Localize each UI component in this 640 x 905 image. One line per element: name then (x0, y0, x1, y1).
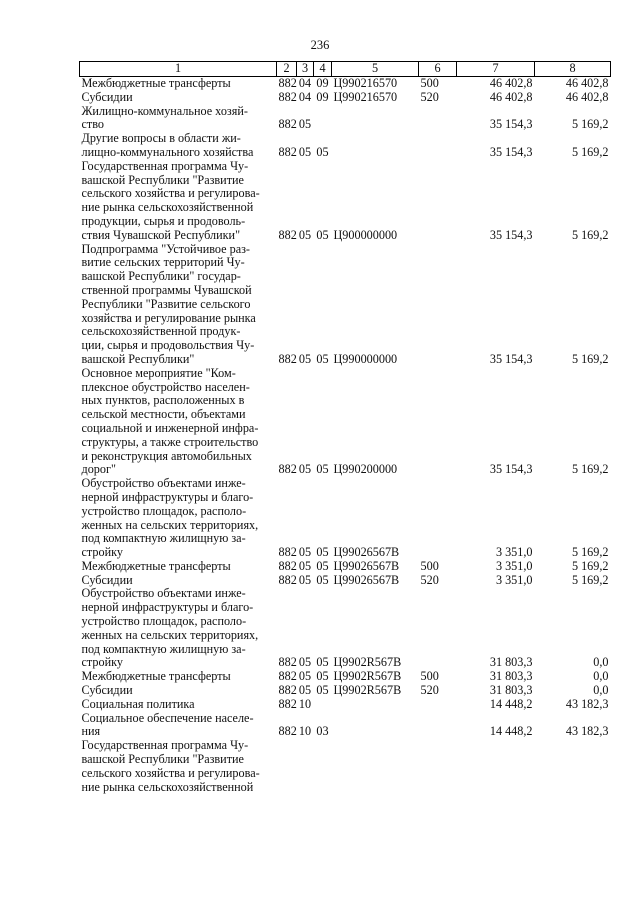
section-cell: 05 (298, 572, 312, 587)
table-row (80, 574, 611, 588)
row-name-cell (80, 77, 277, 91)
column-header: 4 (314, 62, 332, 77)
table-row (80, 739, 611, 794)
section-cell: 05 (298, 558, 312, 573)
subsection-cell: 05 (316, 655, 329, 670)
section-cell: 05 (298, 683, 312, 698)
amount-1-cell: 35 154,3 (489, 144, 533, 159)
row-name-line: вашской Республики "Развитие (81, 752, 244, 767)
table-row (80, 698, 611, 712)
amount-2-cell: 5 169,2 (571, 351, 609, 366)
row-name-line: Республики "Развитие сельского (81, 296, 251, 311)
expense-type-cell: 520 (420, 89, 439, 104)
amount-1-cell: 46 402,8 (489, 76, 533, 90)
row-name-line: сельского хозяйства и регулирова- (81, 765, 260, 780)
ministry-code-cell: 882 (278, 558, 297, 573)
amount-2-cell: 0,0 (593, 655, 609, 670)
ministry-code-cell: 882 (278, 76, 297, 90)
subsection-cell: 05 (316, 669, 329, 684)
section-cell: 05 (298, 351, 312, 366)
ministry-code-cell (277, 739, 297, 794)
subsection-cell: 05 (316, 351, 329, 366)
amount-1-cell: 14 448,2 (489, 724, 533, 739)
row-name-line: Обустройство объектами инже- (81, 476, 246, 491)
table-row (80, 77, 611, 91)
ministry-code-cell: 882 (278, 545, 297, 560)
expense-type-cell (419, 712, 457, 740)
column-header: 8 (535, 62, 611, 77)
row-name-line: ственной программы Чувашской (81, 282, 252, 297)
row-name-line: женных на сельских территориях, (81, 627, 259, 642)
ministry-code-cell: 882 (278, 655, 297, 670)
row-name-line: Социальное обеспечение населе- (81, 710, 254, 725)
row-name-line: Субсидии (81, 89, 133, 104)
target-article-cell: Ц99026567В (333, 572, 400, 587)
section-cell: 05 (298, 462, 312, 477)
expense-type-cell (419, 367, 457, 477)
section-cell: 05 (298, 655, 312, 670)
amount-1-cell: 31 803,3 (489, 683, 533, 698)
row-name-cell (80, 684, 277, 698)
target-article-cell: Ц990216570 (333, 89, 398, 104)
target-article-cell: Ц9902R567В (333, 655, 402, 670)
amount-2-cell: 43 182,3 (565, 696, 609, 711)
ministry-code-cell: 882 (278, 669, 297, 684)
row-name-line: хозяйства и регулирование рынка (81, 310, 256, 325)
target-article-cell (332, 712, 419, 740)
page-number: 236 (310, 38, 330, 52)
row-name-line: Государственная программа Чу- (81, 158, 249, 173)
ministry-code-cell: 882 (278, 351, 297, 366)
amount-1-cell (457, 739, 535, 794)
amount-2-cell: 5 169,2 (571, 572, 609, 587)
column-header: 1 (80, 62, 277, 77)
table-row (80, 367, 611, 477)
row-name-line: Жилищно-коммунальное хозяй- (81, 103, 248, 118)
subsection-cell: 05 (316, 572, 329, 587)
row-name-line: нерной инфраструктуры и благо- (81, 489, 254, 504)
target-article-cell (332, 132, 419, 160)
table-row (80, 684, 611, 698)
target-article-cell (332, 105, 419, 133)
section-cell: 04 (298, 89, 312, 104)
ministry-code-cell: 882 (278, 572, 297, 587)
subsection-cell: 05 (316, 683, 329, 698)
table-row (80, 587, 611, 670)
row-name-line: сельского хозяйства и регулирова- (81, 186, 260, 201)
row-name-line: Социальная политика (81, 696, 195, 711)
amount-1-cell: 3 351,0 (495, 572, 533, 587)
row-name-line: Другие вопросы в области жи- (81, 131, 241, 146)
amount-2-cell (535, 739, 611, 794)
target-article-cell (332, 698, 419, 712)
subsection-cell (314, 105, 332, 133)
row-name-cell (80, 105, 277, 133)
expense-type-cell: 500 (420, 669, 439, 684)
target-article-cell: Ц99026567В (333, 558, 400, 573)
amount-2-cell: 5 169,2 (571, 227, 609, 242)
ministry-code-cell: 882 (278, 462, 297, 477)
row-name-cell (80, 698, 277, 712)
row-name-cell (80, 670, 277, 684)
row-name-cell (80, 91, 277, 105)
ministry-code-cell: 882 (278, 696, 297, 711)
row-name-line: Субсидии (81, 572, 133, 587)
table-row (80, 670, 611, 684)
table-row (80, 105, 611, 133)
subsection-cell: 05 (316, 144, 329, 159)
row-name-line: плексное обустройство населен- (81, 379, 250, 394)
table-row (80, 477, 611, 560)
amount-1-cell: 31 803,3 (489, 669, 533, 684)
row-name-line: дорог" (81, 462, 116, 477)
budget-table (79, 61, 611, 794)
row-name-cell (80, 587, 277, 670)
subsection-cell: 05 (316, 558, 329, 573)
expense-type-cell (419, 477, 457, 560)
row-name-line: ние рынка сельскохозяйственной (81, 779, 254, 794)
target-article-cell: Ц9902R567В (333, 669, 402, 684)
amount-1-cell: 14 448,2 (489, 696, 533, 711)
amount-1-cell: 35 154,3 (489, 351, 533, 366)
row-name-line: Межбюджетные трансферты (81, 558, 231, 573)
subsection-cell (314, 698, 332, 712)
ministry-code-cell: 882 (278, 117, 297, 132)
expense-type-cell (419, 243, 457, 367)
row-name-line: лищно-коммунального хозяйства (81, 144, 254, 159)
row-name-line: Обустройство объектами инже- (81, 586, 246, 601)
table-row (80, 712, 611, 740)
row-name-cell (80, 477, 277, 560)
row-name-cell (80, 160, 277, 243)
amount-1-cell: 35 154,3 (489, 227, 533, 242)
section-cell: 05 (298, 144, 312, 159)
row-name-line: сельскохозяйственной продук- (81, 324, 241, 339)
expense-type-cell: 520 (420, 683, 439, 698)
row-name-line: социальной и инженерной инфра- (81, 420, 259, 435)
expense-type-cell: 500 (420, 76, 439, 90)
row-name-cell (80, 132, 277, 160)
section-cell: 10 (298, 696, 312, 711)
column-header: 7 (457, 62, 535, 77)
target-article-cell: Ц99026567В (333, 545, 400, 560)
target-article-cell: Ц990200000 (333, 462, 398, 477)
amount-2-cell: 43 182,3 (565, 724, 609, 739)
row-name-line: вашской Республики" (81, 351, 195, 366)
row-name-line: под компактную жилищную за- (81, 641, 246, 656)
row-name-line: под компактную жилищную за- (81, 531, 246, 546)
row-name-line: сельской местности, объектами (81, 407, 246, 422)
row-name-line: Межбюджетные трансферты (81, 669, 231, 684)
row-name-line: структуры, а также строительство (81, 434, 259, 449)
subsection-cell: 03 (316, 724, 329, 739)
row-name-line: Межбюджетные трансферты (81, 76, 231, 90)
column-header: 2 (277, 62, 297, 77)
row-name-cell (80, 243, 277, 367)
row-name-line: и реконструкция автомобильных (81, 448, 252, 463)
row-name-cell (80, 712, 277, 740)
amount-2-cell: 5 169,2 (571, 545, 609, 560)
target-article-cell (332, 739, 419, 794)
section-cell: 05 (298, 545, 312, 560)
ministry-code-cell: 882 (278, 724, 297, 739)
table-row (80, 160, 611, 243)
target-article-cell: Ц990000000 (333, 351, 398, 366)
table-row (80, 560, 611, 574)
subsection-cell (314, 739, 332, 794)
row-name-line: вашской Республики "Развитие (81, 172, 244, 187)
amount-1-cell: 46 402,8 (489, 89, 533, 104)
row-name-line: стройку (81, 655, 123, 670)
table-row (80, 91, 611, 105)
expense-type-cell (419, 105, 457, 133)
amount-2-cell: 46 402,8 (565, 89, 609, 104)
row-name-line: Основное мероприятие "Ком- (81, 365, 236, 380)
amount-1-cell: 31 803,3 (489, 655, 533, 670)
table-header-row (80, 62, 611, 77)
row-name-line: устройство площадок, располо- (81, 614, 247, 629)
amount-1-cell: 35 154,3 (489, 462, 533, 477)
row-name-line: ствия Чувашской Республики" (81, 227, 241, 242)
column-header: 5 (332, 62, 419, 77)
expense-type-cell (419, 587, 457, 670)
section-cell: 10 (298, 724, 312, 739)
row-name-cell (80, 560, 277, 574)
ministry-code-cell: 882 (278, 227, 297, 242)
section-cell: 05 (298, 117, 312, 132)
expense-type-cell (419, 739, 457, 794)
row-name-line: ние рынка сельскохозяйственной (81, 200, 254, 215)
table-body (80, 77, 611, 795)
subsection-cell: 05 (316, 462, 329, 477)
amount-2-cell: 5 169,2 (571, 462, 609, 477)
row-name-cell (80, 739, 277, 794)
expense-type-cell: 500 (420, 558, 439, 573)
row-name-line: вашской Республики" государ- (81, 269, 241, 284)
expense-type-cell (419, 698, 457, 712)
amount-2-cell: 46 402,8 (565, 76, 609, 90)
row-name-line: устройство площадок, располо- (81, 503, 247, 518)
row-name-cell (80, 574, 277, 588)
expense-type-cell (419, 160, 457, 243)
ministry-code-cell: 882 (278, 683, 297, 698)
row-name-line: ство (81, 117, 105, 132)
row-name-line: стройку (81, 545, 123, 560)
row-name-cell (80, 367, 277, 477)
subsection-cell: 05 (316, 545, 329, 560)
expense-type-cell: 520 (420, 572, 439, 587)
amount-1-cell: 35 154,3 (489, 117, 533, 132)
section-cell: 05 (298, 669, 312, 684)
target-article-cell: Ц9902R567В (333, 683, 402, 698)
row-name-line: Субсидии (81, 683, 133, 698)
row-name-line: нерной инфраструктуры и благо- (81, 600, 254, 615)
subsection-cell: 05 (316, 227, 329, 242)
column-header: 6 (419, 62, 457, 77)
row-name-line: ния (81, 724, 101, 739)
subsection-cell: 09 (316, 89, 329, 104)
expense-type-cell (419, 132, 457, 160)
amount-2-cell: 0,0 (593, 669, 609, 684)
table-row (80, 243, 611, 367)
section-cell: 04 (298, 76, 312, 90)
ministry-code-cell: 882 (278, 89, 297, 104)
ministry-code-cell: 882 (278, 144, 297, 159)
row-name-line: Подпрограмма "Устойчивое раз- (81, 241, 250, 256)
row-name-line: женных на сельских территориях, (81, 517, 259, 532)
section-cell: 05 (298, 227, 312, 242)
amount-1-cell: 3 351,0 (495, 545, 533, 560)
row-name-line: витие сельских территорий Чу- (81, 255, 245, 270)
section-cell (297, 739, 314, 794)
row-name-line: Государственная программа Чу- (81, 738, 249, 753)
row-name-line: ции, сырья и продовольствия Чу- (81, 338, 255, 353)
subsection-cell: 09 (316, 76, 329, 90)
row-name-line: ных пунктов, расположенных в (81, 393, 245, 408)
table-row (80, 132, 611, 160)
amount-1-cell: 3 351,0 (495, 558, 533, 573)
target-article-cell: Ц990216570 (333, 76, 398, 90)
row-name-line: продукции, сырья и продоволь- (81, 213, 246, 228)
target-article-cell: Ц900000000 (333, 227, 398, 242)
amount-2-cell: 5 169,2 (571, 117, 609, 132)
amount-2-cell: 5 169,2 (571, 558, 609, 573)
column-header: 3 (297, 62, 314, 77)
amount-2-cell: 5 169,2 (571, 144, 609, 159)
amount-2-cell: 0,0 (593, 683, 609, 698)
